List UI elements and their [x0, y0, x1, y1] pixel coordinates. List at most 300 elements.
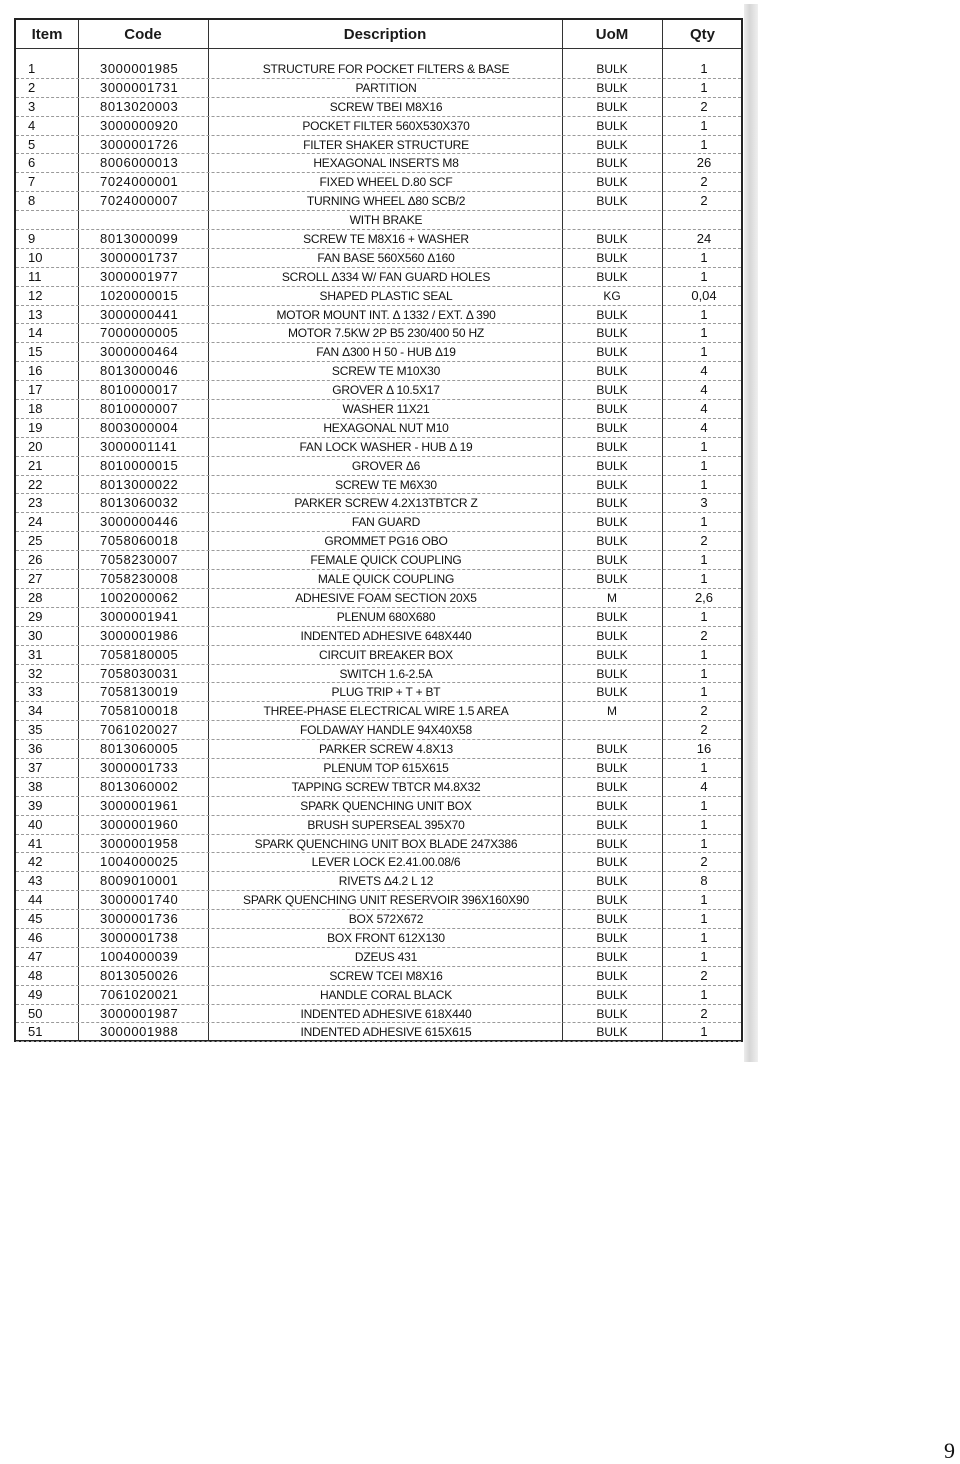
row-description: FAN BASE 560X560 Δ160: [317, 250, 455, 265]
row-qty: 1: [700, 136, 708, 152]
row-item-number: 42: [28, 854, 43, 870]
table-row: [16, 211, 741, 230]
row-uom: BULK: [596, 364, 628, 379]
row-item-number: 23: [28, 495, 43, 511]
row-qty: 2: [700, 98, 708, 114]
row-item-number: 18: [28, 401, 43, 417]
header-description: Description: [343, 26, 427, 43]
row-description: SPARK QUENCHING UNIT BOX: [300, 798, 472, 813]
row-uom: BULK: [596, 62, 628, 76]
row-item-number: 9: [28, 231, 36, 247]
table-row: [16, 1005, 741, 1024]
row-uom: BULK: [596, 647, 628, 662]
row-description: FAN GUARD: [351, 515, 421, 530]
row-item-number: 26: [28, 552, 43, 568]
row-code: 7058230008: [100, 571, 179, 587]
row-qty: 1: [700, 835, 708, 851]
header-qty: Qty: [689, 26, 715, 43]
row-code: 8006000013: [100, 155, 179, 171]
row-code: 7061020027: [100, 722, 179, 738]
row-uom: BULK: [596, 685, 628, 700]
row-uom: [564, 211, 660, 229]
row-uom: M: [607, 590, 617, 605]
row-uom: KG: [603, 288, 621, 303]
row-uom: BULK: [596, 1025, 628, 1040]
row-uom: BULK: [596, 836, 628, 851]
row-uom: M: [607, 704, 617, 719]
row-qty: 2: [700, 174, 708, 190]
row-description: WASHER 11X21: [342, 402, 430, 417]
row-uom: BULK: [596, 912, 628, 927]
row-code: 3000001941: [100, 608, 179, 624]
table-row: [16, 627, 741, 646]
row-qty: 2: [700, 703, 708, 719]
row-uom: BULK: [596, 496, 628, 511]
row-description: PLUG TRIP + T + BT: [331, 685, 441, 700]
row-qty: 1: [700, 552, 708, 568]
row-qty: 1: [700, 438, 708, 454]
row-description: MALE QUICK COUPLING: [317, 572, 455, 587]
row-code: 8013000099: [100, 231, 179, 247]
row-uom: BULK: [596, 137, 628, 152]
row-uom: BULK: [596, 779, 628, 794]
table-row: [16, 381, 741, 400]
row-description: PLENUM 680X680: [336, 609, 436, 624]
row-description: LEVER LOCK E2.41.00.08/6: [311, 855, 461, 870]
row-qty: 2: [700, 533, 708, 549]
row-description: BOX FRONT 612X130: [327, 930, 445, 945]
table-row: [16, 570, 741, 589]
table-row: [16, 853, 741, 872]
row-qty: 1: [700, 892, 708, 908]
row-description: FOLDAWAY HANDLE 94X40X58: [300, 723, 472, 738]
page-number: 9: [944, 1438, 955, 1463]
table-row: [16, 721, 741, 740]
row-qty: 2: [700, 722, 708, 738]
row-item-number: 22: [28, 476, 43, 492]
row-description: HEXAGONAL INSERTS M8: [313, 156, 459, 171]
row-code: 7058060018: [100, 533, 179, 549]
row-description: GROVER Δ 10.5X17: [332, 383, 440, 398]
row-item-number: 28: [28, 589, 43, 605]
row-description: SWITCH 1.6-2.5A: [339, 666, 433, 681]
row-uom: BULK: [596, 1006, 628, 1021]
row-code: 3000001738: [100, 929, 179, 945]
row-item-number: 35: [28, 722, 43, 738]
row-description: SCREW TE M8X16 + WASHER: [303, 232, 469, 247]
table-row: [16, 551, 741, 570]
row-item-number: 46: [28, 929, 43, 945]
row-description: SCREW TE M10X30: [331, 364, 441, 379]
table-body: [16, 60, 741, 1042]
row-uom: BULK: [596, 572, 628, 587]
row-code: 3000001733: [100, 759, 179, 775]
table-row: [16, 797, 741, 816]
row-description: FEMALE QUICK COUPLING: [310, 553, 462, 568]
row-qty: 1: [700, 306, 708, 322]
row-code: 7000000005: [100, 325, 179, 341]
row-qty: 1: [700, 514, 708, 530]
row-item-number: [28, 211, 68, 229]
row-uom: BULK: [596, 326, 628, 341]
row-item-number: 37: [28, 759, 43, 775]
row-uom: BULK: [596, 420, 628, 435]
row-qty: 4: [700, 401, 708, 417]
table-row: [16, 608, 741, 627]
row-qty: 24: [696, 231, 712, 247]
row-item-number: 13: [28, 306, 43, 322]
row-uom: BULK: [596, 232, 628, 247]
row-qty: 1: [700, 79, 708, 95]
row-uom: BULK: [596, 798, 628, 813]
row-code: 3000001985: [100, 61, 179, 76]
table-row: [16, 872, 741, 891]
row-code: 3000001977: [100, 268, 179, 284]
row-code: 3000001961: [100, 797, 179, 813]
row-description: STRUCTURE FOR POCKET FILTERS & BASE: [262, 62, 510, 76]
row-item-number: 44: [28, 892, 43, 908]
row-item-number: 48: [28, 967, 43, 983]
row-description: POCKET FILTER 560X530X370: [302, 118, 470, 133]
row-qty: 2,6: [694, 589, 714, 605]
table-row: [16, 98, 741, 117]
row-uom: BULK: [596, 949, 628, 964]
row-item-number: 14: [28, 325, 43, 341]
row-code: 3000001726: [100, 136, 179, 152]
row-code: 7058180005: [100, 646, 179, 662]
row-uom: BULK: [596, 156, 628, 171]
header-divider: [16, 48, 741, 49]
row-uom: BULK: [596, 742, 628, 757]
table-row: [16, 589, 741, 608]
row-code: 8013000022: [100, 476, 179, 492]
row-code: 3000001141: [100, 438, 178, 454]
table-row: [16, 494, 741, 513]
row-code: 3000001736: [100, 911, 179, 927]
row-item-number: 2: [28, 79, 36, 95]
table-row: [16, 230, 741, 249]
table-row: [16, 306, 741, 325]
row-qty: 1: [700, 684, 708, 700]
row-description: SHAPED PLASTIC SEAL: [319, 288, 453, 303]
row-item-number: 50: [28, 1005, 43, 1021]
table-row: [16, 457, 741, 476]
table-row: [16, 778, 741, 797]
row-qty: 1: [700, 608, 708, 624]
row-uom: BULK: [596, 80, 628, 95]
row-code: 3000000441: [100, 306, 179, 322]
row-code: 8013060005: [100, 741, 179, 757]
row-item-number: 3: [28, 98, 36, 114]
row-code: 3000001986: [100, 627, 179, 643]
row-code: 7058100018: [100, 703, 179, 719]
row-item-number: 5: [28, 136, 36, 152]
row-code: 7061020021: [100, 986, 179, 1002]
row-uom: BULK: [596, 345, 628, 360]
table-row: [16, 324, 741, 343]
header-code: Code: [124, 26, 162, 43]
row-uom: BULK: [596, 874, 628, 889]
row-item-number: 12: [28, 287, 43, 303]
table-row: [16, 400, 741, 419]
row-code: 3000001958: [100, 835, 179, 851]
row-item-number: 20: [28, 438, 43, 454]
row-qty: 1: [700, 986, 708, 1002]
row-code: 8010000017: [100, 382, 179, 398]
table-row: [16, 268, 741, 287]
row-qty: 1: [700, 571, 708, 587]
row-description: GROMMET PG16 OBO: [324, 534, 448, 549]
table-row: [16, 513, 741, 532]
row-description: TAPPING SCREW TBTCR M4.8X32: [291, 779, 481, 794]
row-qty: 4: [700, 419, 708, 435]
row-description: HEXAGONAL NUT M10: [323, 420, 449, 435]
table-row: [16, 929, 741, 948]
row-uom: BULK: [596, 534, 628, 549]
row-item-number: 6: [28, 155, 36, 171]
row-code: 8010000007: [100, 401, 179, 417]
row-description: MOTOR 7.5KW 2P B5 230/400 50 HZ: [287, 326, 485, 341]
row-uom: BULK: [596, 987, 628, 1002]
row-item-number: 4: [28, 117, 36, 133]
table-row: [16, 173, 741, 192]
row-code: 8009010001: [100, 873, 179, 889]
row-code: 8013050026: [100, 967, 179, 983]
row-code: 8013060002: [100, 778, 179, 794]
row-item-number: 10: [28, 249, 43, 265]
row-qty: 4: [700, 363, 708, 379]
row-code: 7024000007: [100, 193, 179, 209]
row-qty: 1: [700, 61, 708, 76]
row-item-number: 17: [28, 382, 43, 398]
row-item-number: 7: [28, 174, 36, 190]
row-code: 3000001960: [100, 816, 179, 832]
table-row: [16, 702, 741, 721]
table-row: [16, 646, 741, 665]
row-item-number: 21: [28, 457, 43, 473]
row-item-number: 51: [28, 1024, 43, 1040]
row-qty: 1: [700, 816, 708, 832]
row-uom: BULK: [596, 893, 628, 908]
row-item-number: 33: [28, 684, 43, 700]
row-description: INDENTED ADHESIVE 618X440: [300, 1006, 472, 1021]
row-item-number: 11: [28, 268, 42, 284]
table-row: [16, 665, 741, 684]
row-item-number: 40: [28, 816, 43, 832]
table-row: [16, 249, 741, 268]
table-row: [16, 759, 741, 778]
table-row: [16, 948, 741, 967]
row-uom: BULK: [596, 439, 628, 454]
row-qty: 2: [700, 854, 708, 870]
row-qty: 1: [700, 344, 708, 360]
row-qty: 1: [700, 911, 708, 927]
row-description: GROVER Δ6: [351, 458, 421, 473]
row-code: 3000001988: [100, 1024, 179, 1040]
row-item-number: 27: [28, 571, 43, 587]
row-item-number: 15: [28, 344, 43, 360]
table-row: [16, 362, 741, 381]
row-qty: 1: [700, 929, 708, 945]
row-uom: BULK: [596, 553, 628, 568]
row-code: 3000001737: [100, 249, 179, 265]
row-uom: BULK: [596, 477, 628, 492]
parts-list-table: [14, 18, 743, 1042]
table-row: [16, 476, 741, 495]
row-uom: BULK: [596, 968, 628, 983]
row-uom: BULK: [596, 194, 628, 209]
row-description: SPARK QUENCHING UNIT RESERVOIR 396X160X90: [243, 893, 529, 908]
row-item-number: 39: [28, 797, 43, 813]
row-description: BOX 572X672: [348, 912, 424, 927]
table-row: [16, 287, 741, 306]
row-uom: BULK: [596, 817, 628, 832]
row-qty: 1: [700, 249, 708, 265]
row-qty: 1: [700, 1024, 708, 1040]
table-row: [16, 136, 741, 155]
row-qty: 1: [700, 117, 708, 133]
row-item-number: 30: [28, 627, 43, 643]
row-item-number: 24: [28, 514, 43, 530]
row-uom: BULK: [596, 458, 628, 473]
row-qty: [664, 211, 744, 229]
row-uom: BULK: [596, 628, 628, 643]
row-code: 8013060032: [100, 495, 179, 511]
table-row: [16, 60, 741, 79]
row-uom: BULK: [596, 760, 628, 775]
row-qty: 8: [700, 873, 708, 889]
row-uom: [564, 721, 660, 739]
row-code: 3000000920: [100, 117, 179, 133]
table-row: [16, 1023, 741, 1042]
row-item-number: 8: [28, 193, 36, 209]
row-description: FAN Δ300 H 50 - HUB Δ19: [316, 345, 456, 360]
row-qty: 1: [700, 268, 708, 284]
row-qty: 1: [700, 476, 708, 492]
row-uom: BULK: [596, 383, 628, 398]
row-item-number: 38: [28, 778, 43, 794]
row-item-number: 34: [28, 703, 43, 719]
row-description: HANDLE CORAL BLACK: [320, 987, 452, 1002]
row-code: 1004000039: [100, 948, 179, 964]
row-description: THREE-PHASE ELECTRICAL WIRE 1.5 AREA: [263, 704, 509, 719]
row-code: 8003000004: [100, 419, 179, 435]
row-item-number: 32: [28, 665, 43, 681]
row-uom: BULK: [596, 250, 628, 265]
row-uom: BULK: [596, 269, 628, 284]
row-code: 8010000015: [100, 457, 179, 473]
row-description: SPARK QUENCHING UNIT BOX BLADE 247X386: [254, 836, 518, 851]
table-row: [16, 438, 741, 457]
table-row: [16, 192, 741, 211]
row-item-number: 25: [28, 533, 43, 549]
row-qty: 1: [700, 759, 708, 775]
row-code: 7058030031: [100, 665, 179, 681]
row-description: PLENUM TOP 615X615: [323, 760, 449, 775]
row-description: SCREW TE M6X30: [335, 477, 437, 492]
header-item: Item: [31, 26, 63, 43]
row-item-number: 1: [28, 61, 36, 76]
table-row: [16, 117, 741, 136]
row-qty: 1: [700, 665, 708, 681]
table-row: [16, 683, 741, 702]
row-description: SCROLL Δ334 W/ FAN GUARD HOLES: [281, 269, 491, 284]
row-description: RIVETS Δ4.2 L 12: [338, 874, 434, 889]
row-uom: BULK: [596, 99, 628, 114]
row-description: PARTITION: [355, 80, 417, 95]
row-description: WITH BRAKE: [349, 213, 423, 228]
row-description: BRUSH SUPERSEAL 395X70: [307, 817, 465, 832]
row-qty: 4: [700, 382, 708, 398]
row-item-number: 19: [28, 419, 43, 435]
row-item-number: 29: [28, 608, 43, 624]
row-description: PARKER SCREW 4.8X13: [318, 742, 454, 757]
row-item-number: 36: [28, 741, 43, 757]
row-uom: BULK: [596, 515, 628, 530]
table-row: [16, 419, 741, 438]
row-qty: 2: [700, 627, 708, 643]
row-uom: BULK: [596, 666, 628, 681]
row-qty: 4: [700, 778, 708, 794]
row-qty: 16: [696, 741, 712, 757]
row-code: 7058130019: [100, 684, 179, 700]
table-row: [16, 740, 741, 759]
row-description: INDENTED ADHESIVE 648X440: [300, 628, 472, 643]
row-qty: 1: [700, 325, 708, 341]
row-description: FAN LOCK WASHER - HUB Δ 19: [299, 439, 473, 454]
row-qty: 1: [700, 457, 708, 473]
row-item-number: 31: [28, 646, 43, 662]
row-code: 1002000062: [100, 589, 179, 605]
row-description: CIRCUIT BREAKER BOX: [318, 647, 453, 662]
scan-edge-shadow: [744, 4, 758, 1062]
row-uom: BULK: [596, 402, 628, 417]
table-row: [16, 910, 741, 929]
row-code: 3000001731: [100, 79, 179, 95]
row-description: FIXED WHEEL D.80 SCF: [319, 175, 453, 190]
row-qty: 2: [700, 967, 708, 983]
row-description: PARKER SCREW 4.2X13TBTCR Z: [294, 496, 478, 511]
row-description: SCREW TCEI M8X16: [329, 968, 443, 983]
row-item-number: 49: [28, 986, 43, 1002]
row-item-number: 43: [28, 873, 43, 889]
row-description: TURNING WHEEL Δ80 SCB/2: [306, 194, 466, 209]
table-row: [16, 967, 741, 986]
row-code: 3000001740: [100, 892, 179, 908]
row-qty: 1: [700, 948, 708, 964]
header-uom: UoM: [595, 26, 629, 43]
table-row: [16, 986, 741, 1005]
row-qty: 3: [700, 495, 708, 511]
row-description: ADHESIVE FOAM SECTION 20X5: [295, 590, 477, 605]
table-row: [16, 532, 741, 551]
row-uom: BULK: [596, 118, 628, 133]
row-uom: BULK: [596, 175, 628, 190]
row-code: 3000000464: [100, 344, 179, 360]
row-uom: BULK: [596, 307, 628, 322]
table-row: [16, 154, 741, 173]
table-row: [16, 835, 741, 854]
row-description: FILTER SHAKER STRUCTURE: [303, 137, 469, 152]
table-row: [16, 891, 741, 910]
row-item-number: 16: [28, 363, 43, 379]
row-code: 1004000025: [100, 854, 179, 870]
row-description: SCREW TBEI M8X16: [329, 99, 443, 114]
row-code: 1020000015: [100, 287, 179, 303]
row-item-number: 41: [28, 835, 43, 851]
row-qty: 2: [700, 193, 708, 209]
row-uom: BULK: [596, 855, 628, 870]
